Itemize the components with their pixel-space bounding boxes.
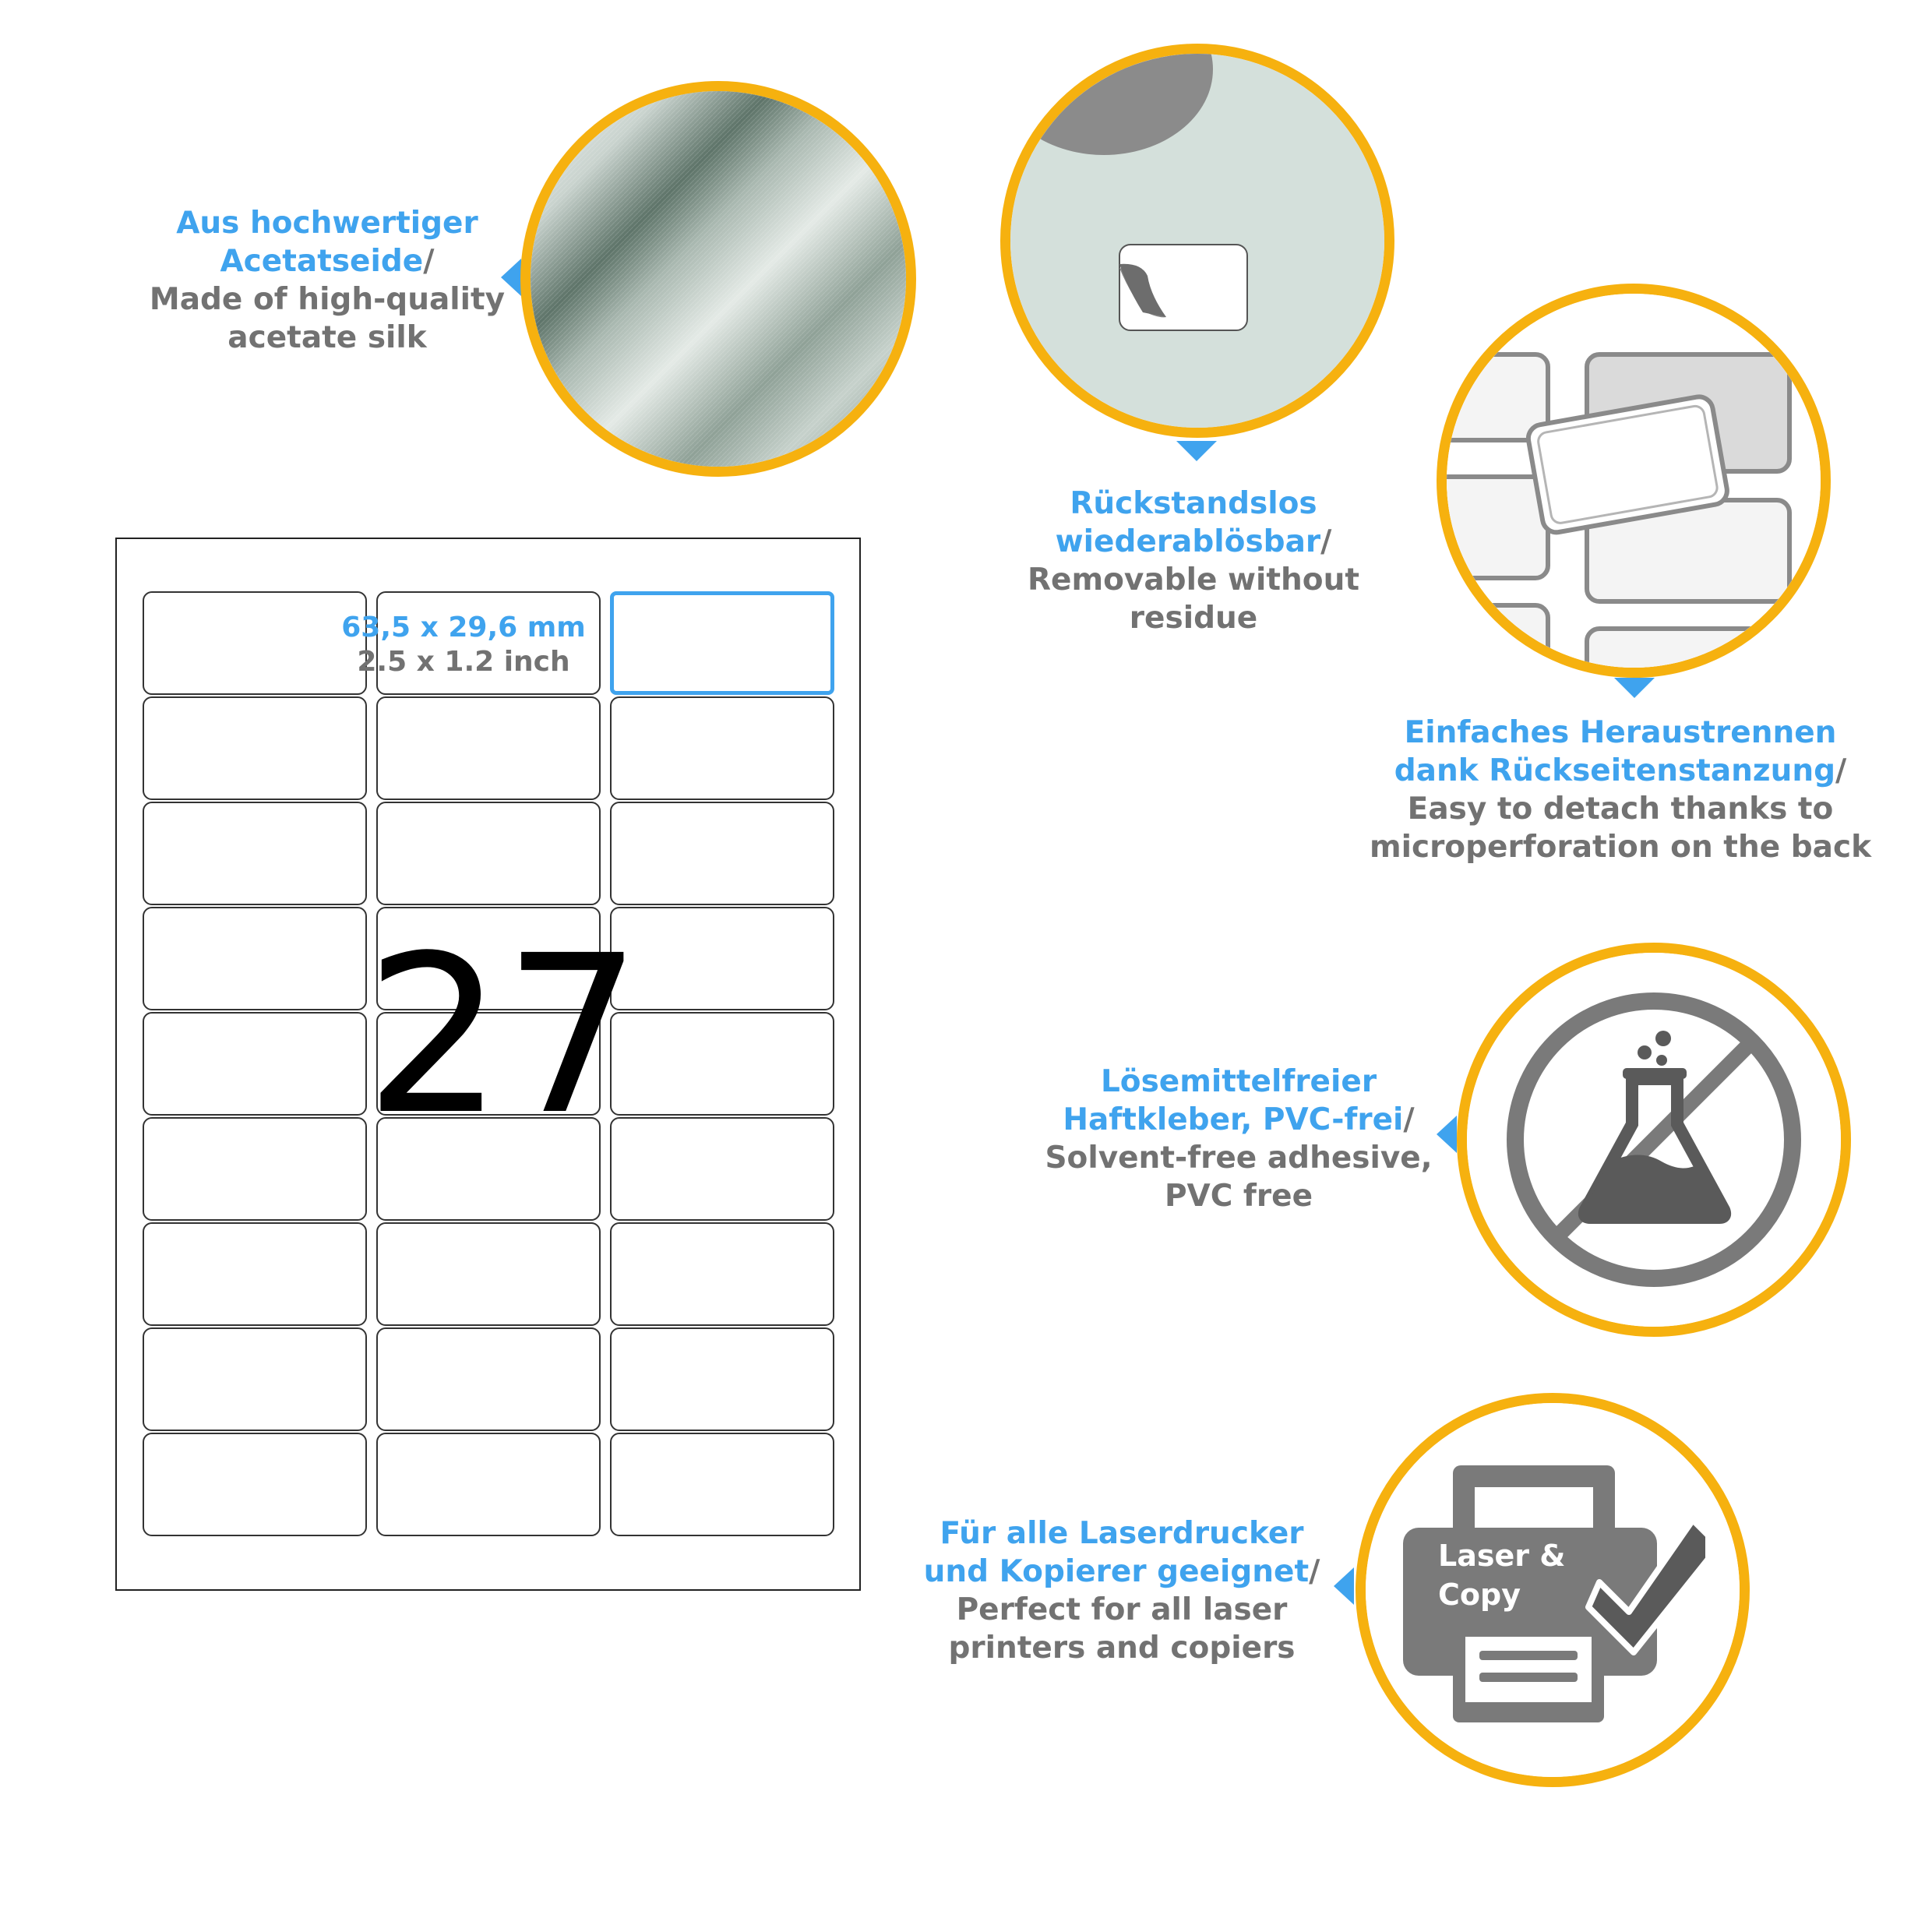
printer-badge-line1: Laser &: [1438, 1539, 1566, 1573]
no-chemicals-image: [1457, 943, 1851, 1337]
sheet-label: [610, 907, 834, 1010]
silk-texture-image: [520, 81, 916, 477]
feature-silk-en-line2: acetate silk: [227, 320, 427, 355]
feature-solvent-de-line2: Haftkleber, PVC-frei: [1063, 1102, 1404, 1137]
sheet-label: [143, 1327, 367, 1431]
sheet-label: [376, 696, 601, 800]
sheet-label: [143, 1117, 367, 1221]
sheet-label: [610, 1327, 834, 1431]
feature-removable-text: [999, 485, 1388, 637]
printer-badge: [1438, 1536, 1594, 1614]
sheet-label: [143, 802, 367, 905]
sheet-label: [143, 1222, 367, 1326]
pointer-left-icon: [1334, 1567, 1354, 1605]
sheet-label: [376, 1327, 601, 1431]
feature-solvent-text: [1021, 1063, 1457, 1215]
feature-detach-en-line2: microperforation on the back: [1369, 830, 1872, 865]
feature-detach-en-line1: Easy to detach thanks to: [1407, 791, 1834, 827]
sheet-label: [376, 1433, 601, 1536]
feature-laser-de-line2: und Kopierer geeignet: [923, 1554, 1310, 1589]
feature-removable-de-line1: Rückstandslos: [1070, 486, 1317, 521]
sheet-label: [610, 591, 834, 695]
tshirt-sticker-image: [1000, 44, 1394, 438]
sheet-label: [376, 802, 601, 905]
feature-silk-text: [132, 204, 522, 357]
pointer-down-icon: [1614, 678, 1655, 698]
separator: /: [1835, 753, 1847, 788]
feature-solvent-en-line2: PVC free: [1164, 1179, 1313, 1214]
feature-removable-en-line2: residue: [1129, 601, 1258, 636]
feature-laser-en-line2: printers and copiers: [948, 1631, 1296, 1666]
feature-solvent-de-line1: Lösemittelfreier: [1100, 1064, 1377, 1099]
sheet-label: [143, 907, 367, 1010]
feature-silk-en-line1: Made of high-quality: [149, 282, 506, 317]
sheet-label: [610, 802, 834, 905]
sheet-label: [376, 1222, 601, 1326]
feature-laser-en-line1: Perfect for all laser: [956, 1592, 1288, 1627]
label-dimension-inch: 2.5 x 1.2 inch: [357, 646, 570, 678]
sheet-label: [610, 696, 834, 800]
feature-solvent-en-line1: Solvent-free adhesive,: [1045, 1141, 1433, 1176]
separator: /: [1309, 1554, 1320, 1589]
printer-badge-line2: Copy: [1438, 1578, 1521, 1612]
pointer-left-icon: [501, 259, 521, 296]
sheet-label: [610, 1117, 834, 1221]
feature-removable-de-line2: wiederablösbar: [1055, 524, 1321, 559]
feature-laser-text: [904, 1514, 1340, 1667]
label-dimensions: [319, 611, 608, 679]
feature-removable-en-line1: Removable without: [1028, 562, 1359, 598]
feature-detach-de-line1: Einfaches Heraustrennen: [1404, 715, 1837, 750]
label-dimension-mm: 63,5 x 29,6 mm: [341, 612, 586, 643]
sheet-label: [610, 1433, 834, 1536]
sheet-label: [143, 1012, 367, 1116]
label-count: 27: [365, 909, 643, 1163]
pointer-down-icon: [1176, 441, 1217, 461]
feature-detach-text: [1348, 714, 1893, 866]
sheet-label: [143, 1433, 367, 1536]
feature-laser-de-line1: Für alle Laserdrucker: [940, 1516, 1304, 1551]
feature-detach-de-line2: dank Rückseitenstanzung: [1394, 753, 1836, 788]
separator: /: [1403, 1102, 1415, 1137]
sheet-label: [143, 696, 367, 800]
flask-prohibited-icon: [1467, 953, 1841, 1327]
label-detach-image: [1437, 284, 1831, 678]
sheet-label: [610, 1012, 834, 1116]
sheet-label: [610, 1222, 834, 1326]
feature-silk-de-line1: Aus hochwertiger: [176, 206, 478, 241]
separator: /: [1320, 524, 1332, 559]
pointer-left-icon: [1437, 1116, 1457, 1153]
feature-silk-de-line2: Acetatseide: [220, 244, 424, 279]
separator: /: [423, 244, 435, 279]
